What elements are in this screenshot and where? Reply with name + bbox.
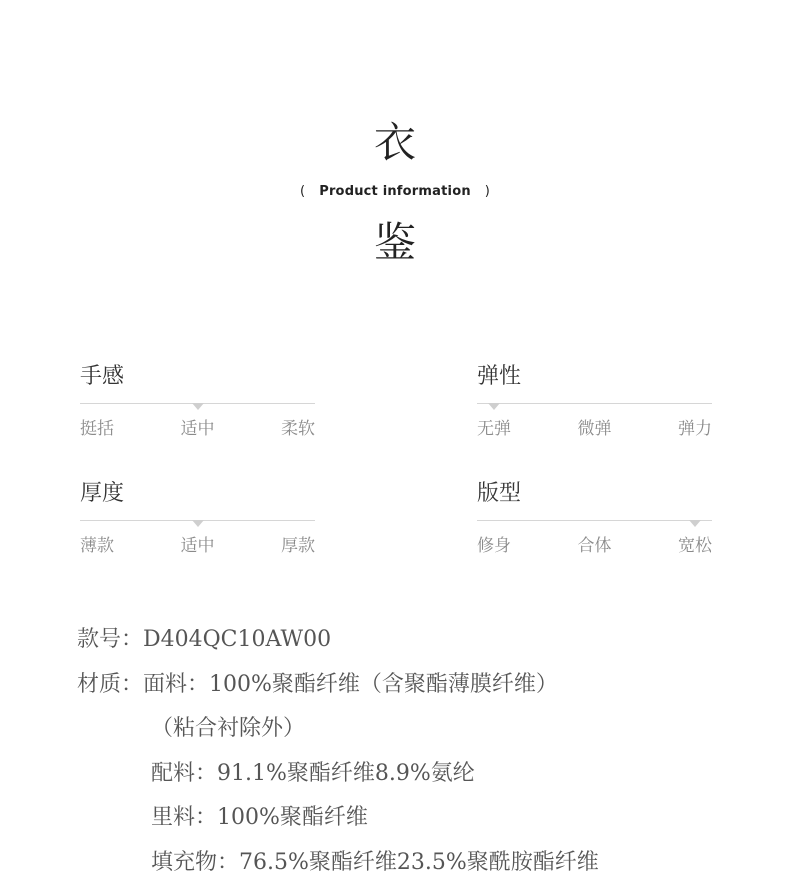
filling-value: 76.5%聚酯纤维23.5%聚酰胺酯纤维 bbox=[239, 850, 599, 875]
rating-marker-icon bbox=[488, 403, 500, 410]
material-label: 材质： bbox=[77, 667, 143, 698]
rating-label: 合体 bbox=[578, 531, 612, 556]
rating-hand-feel bbox=[80, 366, 315, 434]
rating-label: 弹力 bbox=[678, 414, 712, 439]
fabric-note: （粘合衬除外） bbox=[151, 716, 305, 741]
title-char-bottom: 鉴 bbox=[0, 222, 790, 264]
rating-labels bbox=[80, 414, 315, 434]
rating-label: 柔软 bbox=[281, 414, 315, 439]
rating-label: 微弹 bbox=[578, 414, 612, 439]
rating-label: 无弹 bbox=[477, 414, 511, 439]
rating-labels bbox=[80, 531, 315, 551]
fabric-value: 100%聚酯纤维（含聚酯薄膜纤维） bbox=[209, 672, 558, 697]
lining-value: 100%聚酯纤维 bbox=[217, 805, 368, 830]
rating-title: 弹性 bbox=[477, 366, 712, 396]
info-lining bbox=[77, 800, 599, 845]
rating-marker-icon bbox=[192, 403, 204, 410]
rating-bar bbox=[80, 403, 315, 404]
rating-label: 薄款 bbox=[80, 531, 114, 556]
rating-fit bbox=[477, 483, 712, 551]
rating-title: 厚度 bbox=[80, 483, 315, 513]
rating-title: 手感 bbox=[80, 366, 315, 396]
style-no-value: D404QC10AW00 bbox=[143, 627, 331, 652]
subtitle-text: Product information bbox=[319, 184, 471, 199]
rating-label: 适中 bbox=[181, 531, 215, 556]
rating-labels bbox=[477, 531, 712, 551]
subtitle-open-paren: ( bbox=[300, 184, 305, 199]
subtitle bbox=[0, 184, 790, 199]
fabric-label: 面料： bbox=[143, 672, 209, 697]
style-no-label: 款号： bbox=[77, 622, 143, 653]
info-fabric bbox=[77, 667, 599, 712]
rating-marker-icon bbox=[192, 520, 204, 527]
info-trim bbox=[77, 756, 599, 801]
rating-label: 宽松 bbox=[678, 531, 712, 556]
filling-label: 填充物： bbox=[151, 850, 239, 875]
product-info bbox=[77, 622, 599, 889]
subtitle-close-paren: ) bbox=[485, 184, 490, 199]
rating-bar bbox=[80, 520, 315, 521]
rating-label: 厚款 bbox=[281, 531, 315, 556]
info-filling bbox=[77, 845, 599, 889]
info-fabric-note bbox=[77, 711, 599, 756]
rating-marker-icon bbox=[689, 520, 701, 527]
trim-value: 91.1%聚酯纤维8.9%氨纶 bbox=[217, 761, 475, 786]
lining-label: 里料： bbox=[151, 805, 217, 830]
rating-elasticity bbox=[477, 366, 712, 434]
rating-title: 版型 bbox=[477, 483, 712, 513]
rating-label: 适中 bbox=[181, 414, 215, 439]
trim-label: 配料： bbox=[151, 761, 217, 786]
rating-thickness bbox=[80, 483, 315, 551]
rating-bar bbox=[477, 520, 712, 521]
rating-labels bbox=[477, 414, 712, 434]
rating-label: 挺括 bbox=[80, 414, 114, 439]
rating-bar bbox=[477, 403, 712, 404]
info-style-no bbox=[77, 622, 599, 667]
rating-label: 修身 bbox=[477, 531, 511, 556]
title-char-top: 衣 bbox=[0, 122, 790, 164]
